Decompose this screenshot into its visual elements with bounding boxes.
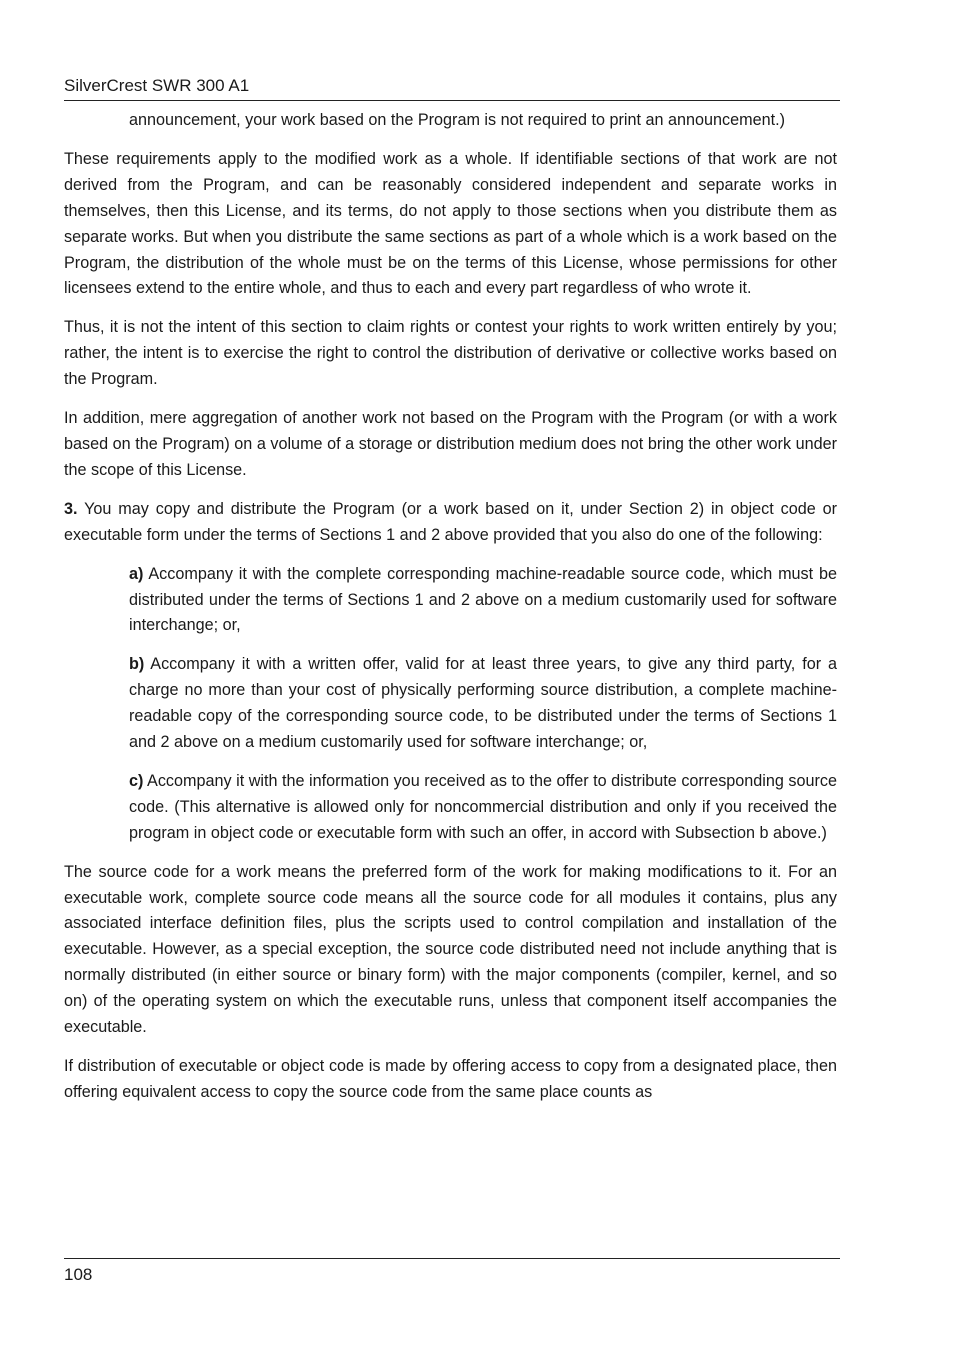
clause-a (129, 562, 837, 640)
clause-b (129, 652, 837, 756)
header-title: SilverCrest SWR 300 A1 (64, 76, 250, 95)
section-3-text: You may copy and distribute the Program (or a work based on it, under Section 2) in object code or executable form under the terms of Sections 1 and 2 above provided that you also do one of the following: (64, 499, 837, 544)
footer-rule (64, 1258, 840, 1259)
clause-a-label: a) (129, 564, 144, 583)
paragraph-requirements: These requirements apply to the modified work as a whole. If identifiable sections of that work are not derived from the Program, and can be reasonably considered independent and separate works in themselves, then this License, and its terms, do not apply to those sections when you distribute them as separate works. But when you distribute the same sections as part of a whole which is a work based on the Program, the distribution of the whole must be on the terms of this License, whose permissions for other licensees extend to the entire whole, and thus to each and every part regardless of who wrote it. (64, 149, 837, 298)
clause-c-label: c) (129, 771, 144, 790)
clause-c (129, 769, 837, 847)
paragraph-continuation: announcement, your work based on the Program is not required to print an announcement.) (129, 111, 785, 129)
clause-b-label: b) (129, 655, 145, 674)
page-number: 108 (64, 1265, 93, 1284)
paragraph-aggregation: In addition, mere aggregation of another work not based on the Program with the Program (or with a work based on the Program) on a volume of a storage or distribution medium does not bring the other work under the scope of this License. (64, 409, 837, 479)
clause-b-text: Accompany it with a written offer, valid for at least three years, to give any third party, for a charge no more than your cost of physically performing source distribution, a complete machine-readable copy of the corresponding source code, to be distributed under the terms of Sections 1 and 2 above on a medium customarily used for software interchange; or, (129, 655, 837, 752)
paragraph-source-code: The source code for a work means the preferred form of the work for making modifications to it. For an executable work, complete source code means all the source code for all modules it contains, plus any associated interface definition files, plus the scripts used to control compilation and installation of the executable. However, as a special exception, the source code distributed need not include anything that is normally distributed (in either source or binary form) with the major components (compiler, kernel, and so on) of the operating system on which the executable runs, unless that component itself accompanies the executable. (64, 862, 837, 1037)
page-header (64, 72, 840, 101)
clause-c-text: Accompany it with the information you received as to the offer to distribute corresponding source code. (This alternative is allowed only for noncommercial distribution and only if you received the program in object code or executable form with such an offer, in accord with Subsection b above.) (129, 771, 837, 842)
section-3-paragraph (64, 497, 837, 549)
section-3-number: 3. (64, 499, 78, 518)
paragraph-intent: Thus, it is not the intent of this section to claim rights or contest your rights to work written entirely by you; rather, the intent is to exercise the right to control the distribution of derivative or collective works based on the Program. (64, 318, 837, 389)
page-content (64, 108, 837, 1119)
clause-a-text: Accompany it with the complete corresponding machine-readable source code, which must be distributed under the terms of Sections 1 and 2 above on a medium customarily used for software interchange; or, (129, 564, 837, 635)
paragraph-distribution: If distribution of executable or object code is made by offering access to copy from a designated place, then offering equivalent access to copy the source code from the same place counts as (64, 1057, 837, 1101)
